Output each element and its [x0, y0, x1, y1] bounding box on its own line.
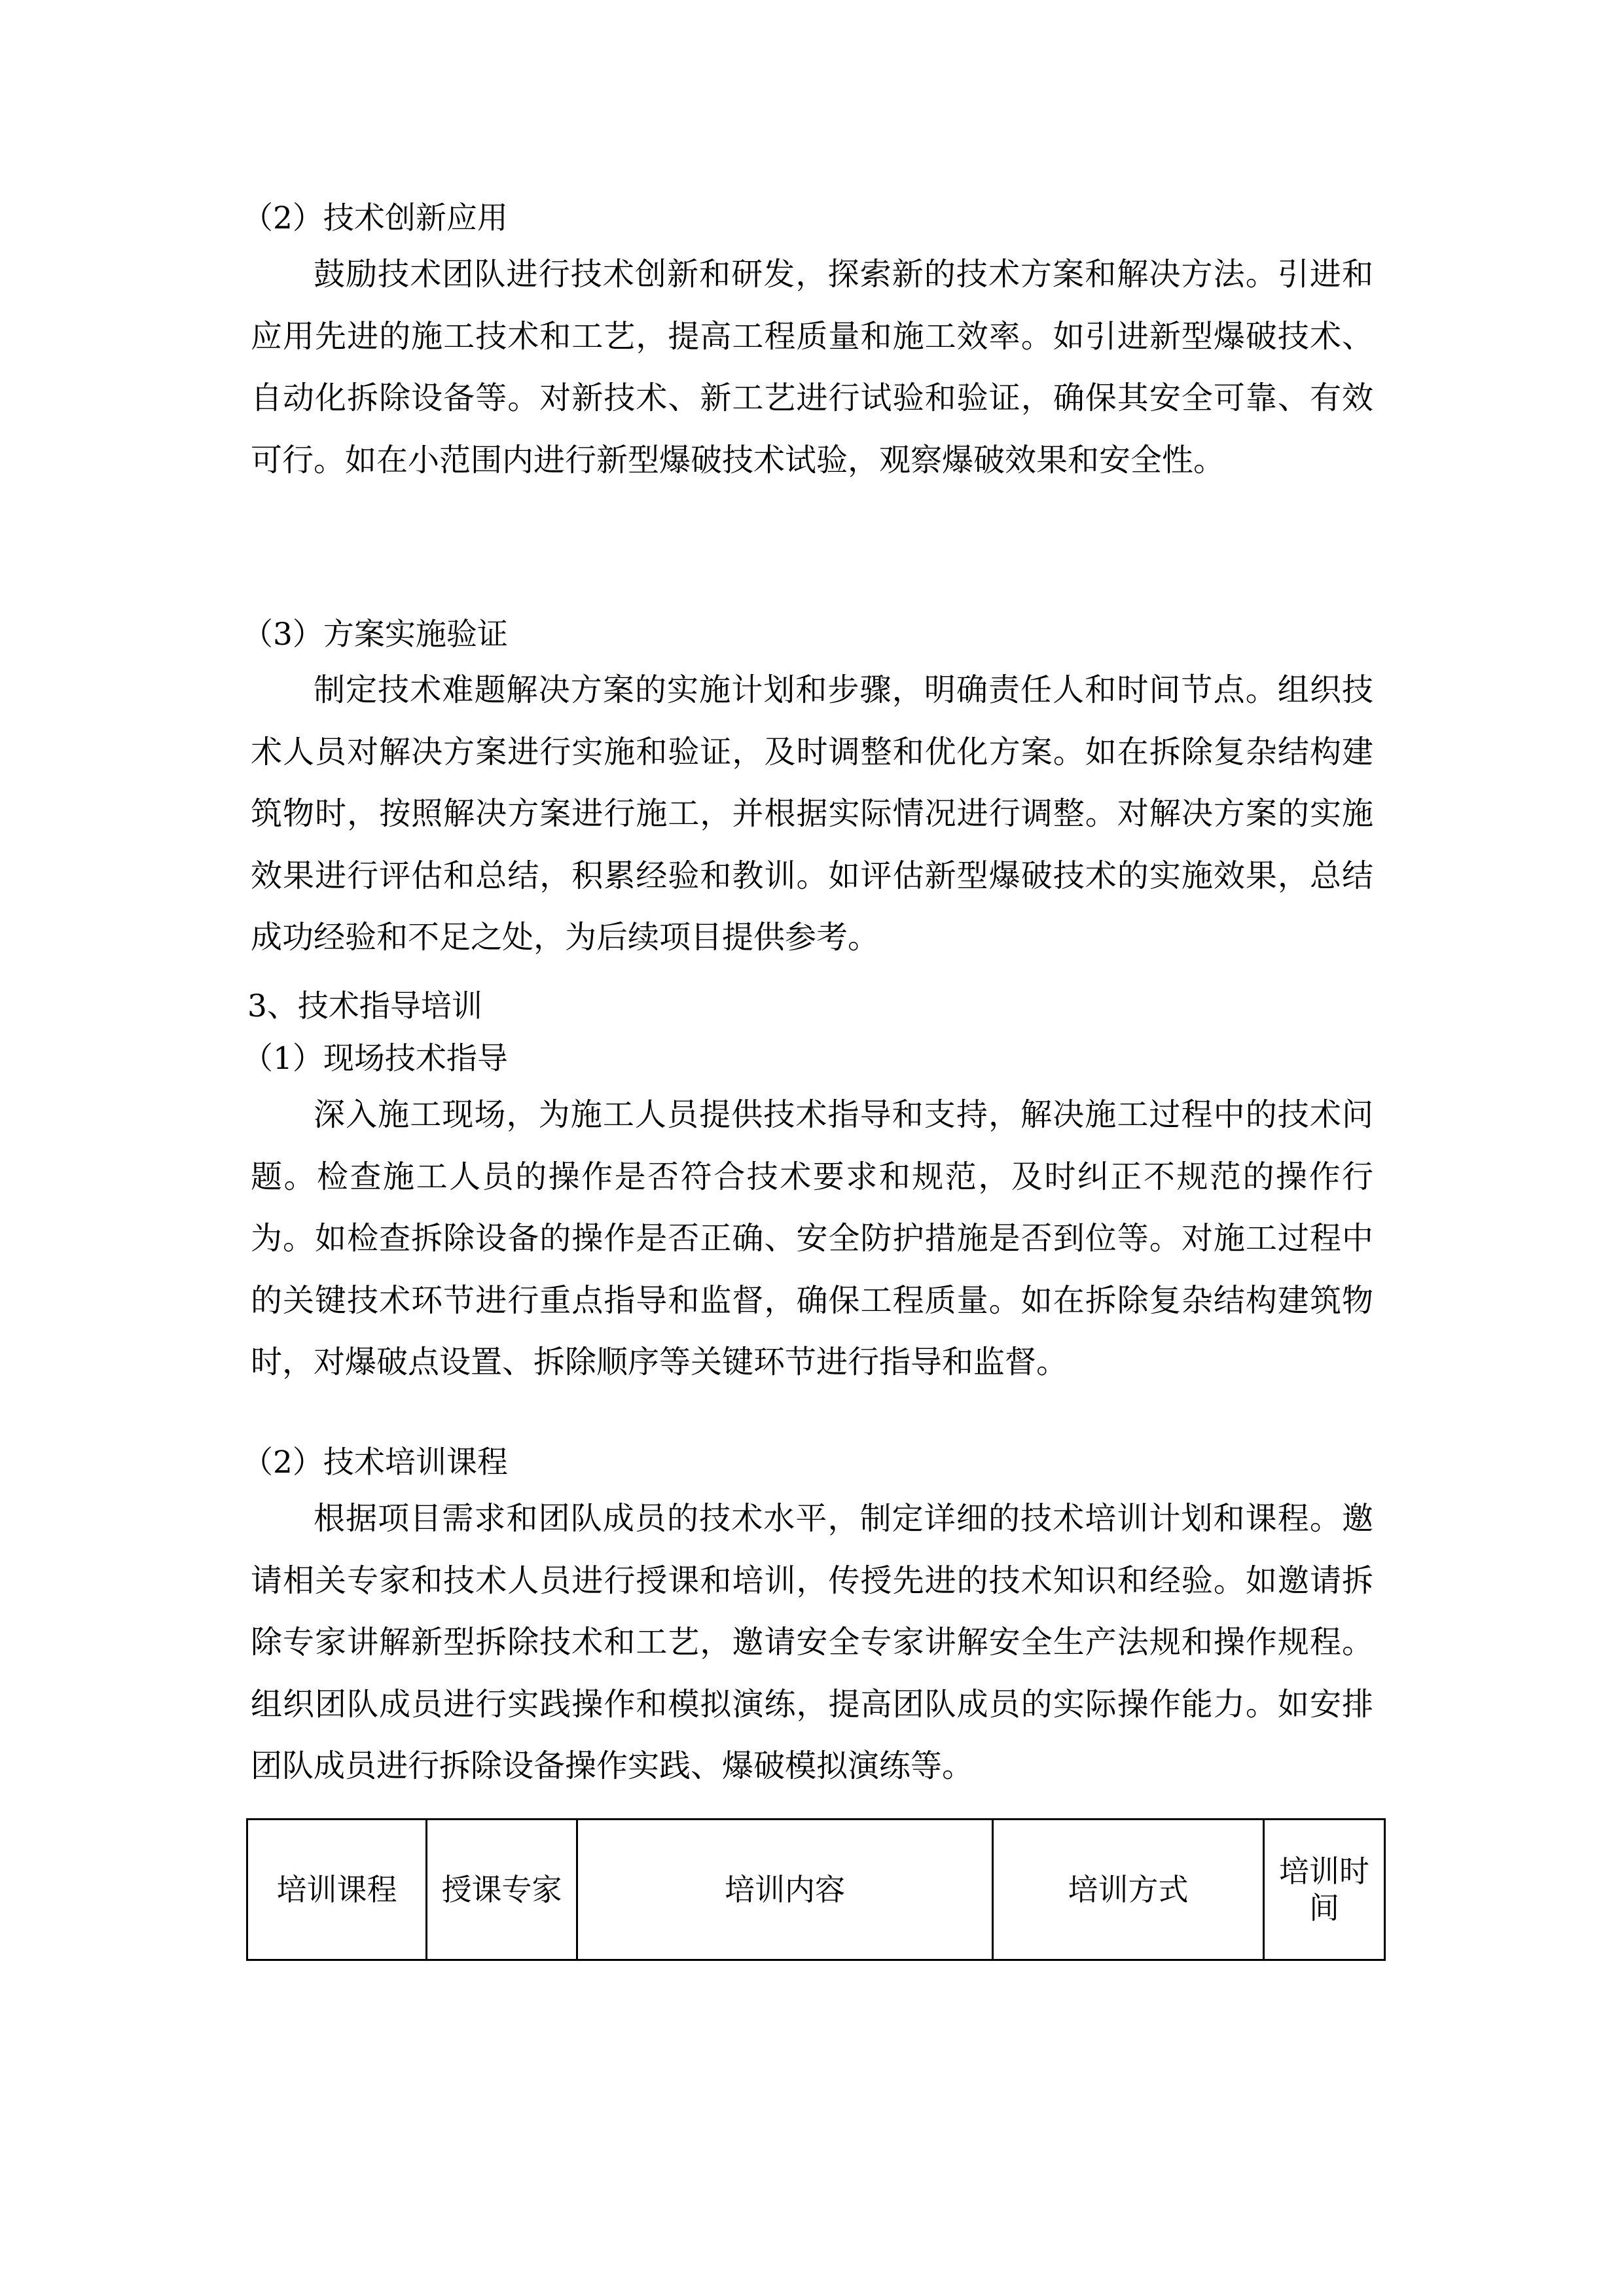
table-header-method: 培训方式 — [993, 1820, 1264, 1960]
table-header-time: 培训时间 — [1264, 1820, 1385, 1960]
paragraph-tech-innovation: 鼓励技术团队进行技术创新和研发，探索新的技术方案和解决方法。引进和应用先进的施工技术和工艺，提高工程质量和施工效率。如引进新型爆破技术、自动化拆除设备等。对新技术、新工艺进行试验和验证，确保其安全可靠、有效可行。如在小范围内进行新型爆破技术试验，观察爆破效果和安全性。 — [251, 256, 1373, 478]
section-heading-tech-innovation: （2）技术创新应用 — [242, 200, 508, 236]
paragraph-onsite-guidance: 深入施工现场，为施工人员提供技术指导和支持，解决施工过程中的技术问题。检查施工人员的操作是否符合技术要求和规范，及时纠正不规范的操作行为。如检查拆除设备的操作是否正确、安全防护措施是否到位等。对施工过程中的关键技术环节进行重点指导和监督，确保工程质量。如在拆除复杂结构建筑物时，对爆破点设置、拆除顺序等关键环节进行指导和监督。 — [251, 1096, 1373, 1380]
section-heading-training-courses: （2）技术培训课程 — [242, 1444, 508, 1480]
paragraph-plan-verification: 制定技术难题解决方案的实施计划和步骤，明确责任人和时间节点。组织技术人员对解决方案进行实施和验证，及时调整和优化方案。如在拆除复杂结构建筑物时，按照解决方案进行施工，并根据实际情况进行调整。对解决方案的实施效果进行评估和总结，积累经验和教训。如评估新型爆破技术的实施效果，总结成功经验和不足之处，为后续项目提供参考。 — [251, 672, 1373, 956]
table-header-course: 培训课程 — [247, 1820, 427, 1960]
paragraph-training-courses: 根据项目需求和团队成员的技术水平，制定详细的技术培训计划和课程。邀请相关专家和技术人员进行授课和培训，传授先进的技术知识和经验。如邀请拆除专家讲解新型拆除技术和工艺，邀请安全专家讲解安全生产法规和操作规程。组织团队成员进行实践操作和模拟演练，提高团队成员的实际操作能力。如安排团队成员进行拆除设备操作实践、爆破模拟演练等。 — [251, 1500, 1373, 1784]
table-header-instructor: 授课专家 — [427, 1820, 577, 1960]
section-heading-guidance-training: 3、技术指导培训 — [247, 988, 482, 1024]
table-header-content: 培训内容 — [577, 1820, 993, 1960]
section-heading-onsite-guidance: （1）现场技术指导 — [242, 1041, 508, 1077]
training-schedule-table — [246, 1818, 1386, 1961]
section-heading-plan-verification: （3）方案实施验证 — [242, 617, 508, 653]
table-header-row — [247, 1820, 1385, 1960]
